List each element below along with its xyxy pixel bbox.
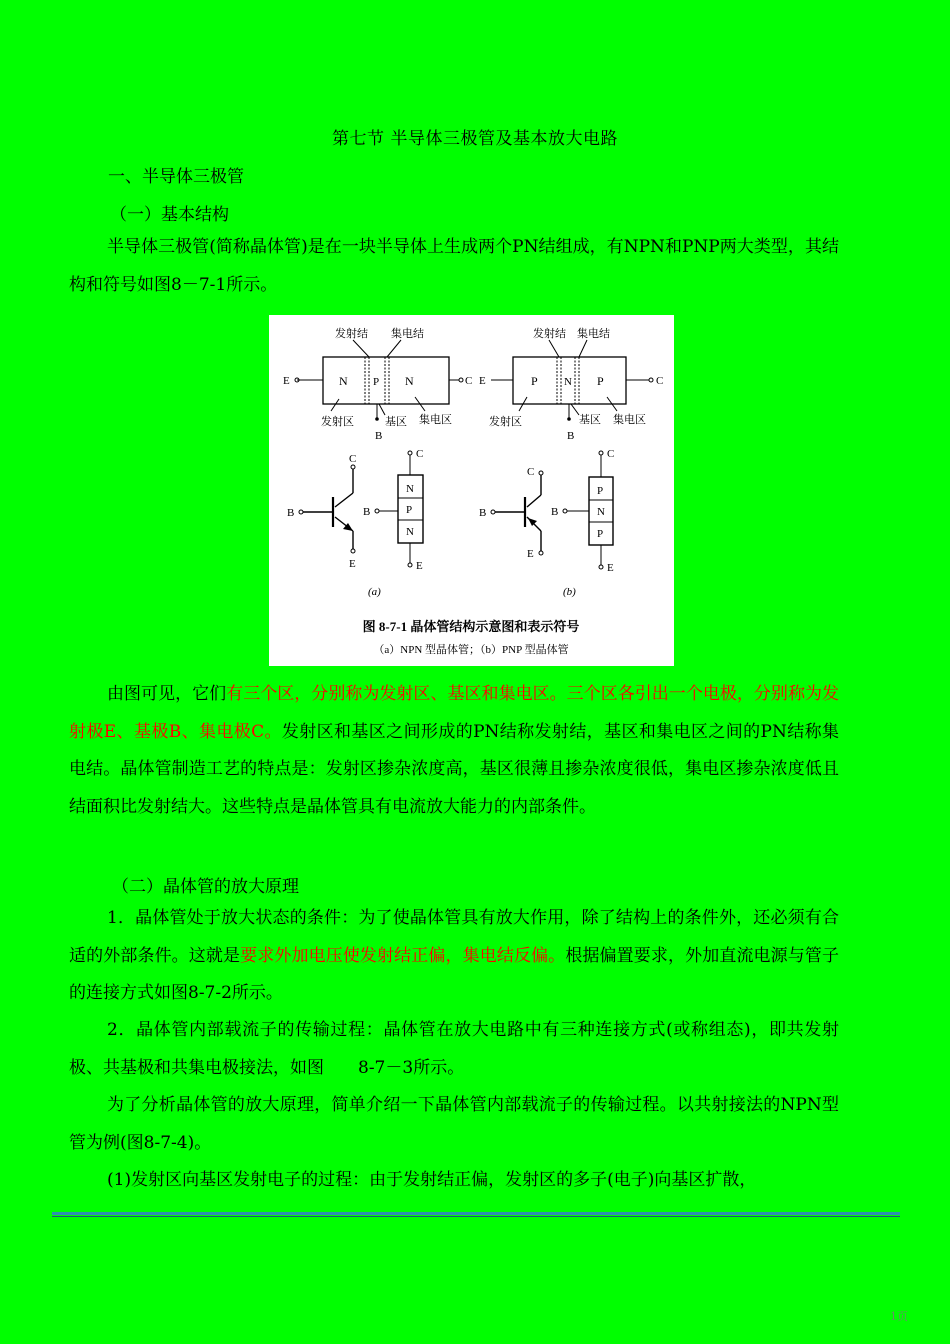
npn-symbol-b-label: B bbox=[287, 507, 295, 519]
subsection-heading: （一）基本结构 bbox=[110, 205, 229, 225]
highlighted-text: 有三个区，分别称为发射区、基区和集电区。三个区各引出一个电极，分别称为发射极E、基极B、集电极C。 bbox=[69, 684, 840, 742]
paragraph-carrier-transport: 2．晶体管内部载流子的传输过程：晶体管在放大电路中有三种连接方式(或称组态)，即共发射极、共基极和共集电极接法，如图 8-7－3所示。 bbox=[69, 1020, 839, 1078]
npn-stack-c-label: C bbox=[416, 448, 424, 460]
npn-emitter-region-label: 发射区 bbox=[321, 416, 354, 428]
npn-symbol-e-label: E bbox=[349, 558, 356, 570]
pnp-base-region-label: 基区 bbox=[579, 414, 601, 426]
page-number: 1页 bbox=[890, 1310, 908, 1323]
paragraph-amplification-condition bbox=[69, 900, 839, 1013]
highlighted-text: 要求外加电压使发射结正偏，集电结反偏。 bbox=[240, 945, 566, 966]
npn-stack-top: N bbox=[406, 483, 414, 495]
npn-region-left: N bbox=[339, 374, 348, 388]
paragraph-text: 发射区和基区之间形成的PN结称发射结，基区和集电区之间的PN结称集电结。晶体管制造工艺的特点是：发射区掺杂浓度高，基区很薄且掺杂浓度很低，集电区掺杂浓度低且结面积比发射结大。这些特点是晶体管具有电流放大能力的内部条件。 bbox=[69, 721, 839, 817]
paragraph-intro: 半导体三极管(简称晶体管)是在一块半导体上生成两个PN结组成，有NPN和PNP两大类型，其结构和符号如图8－7-1所示。 bbox=[69, 237, 839, 295]
pnp-symbol-e-label: E bbox=[527, 548, 534, 560]
npn-stack-bot: N bbox=[406, 526, 414, 538]
pnp-collector-junction-label: 集电结 bbox=[577, 328, 610, 340]
npn-stack-mid: P bbox=[406, 504, 413, 516]
npn-terminal-b: B bbox=[375, 430, 383, 442]
npn-layer-stack bbox=[363, 448, 423, 572]
npn-emitter-junction-label: 发射结 bbox=[335, 328, 368, 340]
pnp-stack-bot: P bbox=[597, 528, 604, 540]
pnp-collector-region-label: 集电区 bbox=[613, 414, 646, 426]
paragraph-analysis-intro: 为了分析晶体管的放大原理，简单介绍一下晶体管内部载流子的传输过程。以共射接法的NPN型管为例(图8-7-4)。 bbox=[69, 1095, 839, 1153]
paragraph-emission-process: (1)发射区向基区发射电子的过程：由于发射结正偏，发射区的多子(电子)向基区扩散， bbox=[107, 1170, 757, 1190]
pnp-emitter-region-label: 发射区 bbox=[489, 416, 522, 428]
paragraph-text: 1．晶体管处于放大状态的条件：为了使晶体管具有放大作用，除了结构上的条件外，还必须有合适的外部条件。这就是 bbox=[69, 908, 839, 966]
pnp-terminal-c: C bbox=[656, 375, 664, 387]
subsection-heading: （二）晶体管的放大原理 bbox=[112, 877, 299, 897]
section-heading: 一、半导体三极管 bbox=[108, 167, 244, 187]
npn-stack-e-label: E bbox=[416, 560, 423, 572]
figure-caption-title: 图 8-7-1 晶体管结构示意图和表示符号 bbox=[362, 619, 580, 634]
npn-region-mid: P bbox=[373, 376, 380, 388]
paragraph-text: 根据偏置要求，外加直流电源与管子的连接方式如图8-7-2所示。 bbox=[69, 945, 840, 1003]
pnp-transistor-symbol bbox=[479, 466, 543, 560]
paragraph-text: 由图可见，它们 bbox=[107, 684, 227, 704]
paragraph-structure-explanation bbox=[69, 676, 839, 826]
npn-terminal-e: E bbox=[283, 375, 290, 387]
npn-symbol-c-label: C bbox=[349, 453, 357, 465]
pnp-terminal-e: E bbox=[479, 375, 486, 387]
npn-collector-junction-label: 集电结 bbox=[391, 328, 424, 340]
npn-collector-region-label: 集电区 bbox=[419, 414, 452, 426]
page-title: 第七节 半导体三极管及基本放大电路 bbox=[332, 129, 618, 149]
figure-transistor-structure bbox=[269, 315, 674, 666]
pnp-stack-mid: N bbox=[597, 506, 605, 518]
pnp-emitter-junction-label: 发射结 bbox=[533, 328, 566, 340]
pnp-layer-stack bbox=[551, 448, 614, 574]
pnp-stack-e-label: E bbox=[607, 562, 614, 574]
pnp-stack-c-label: C bbox=[607, 448, 615, 460]
npn-region-right: N bbox=[405, 374, 414, 388]
footer-divider-thin bbox=[52, 1216, 900, 1217]
subfigure-a-caption: (a) bbox=[368, 586, 381, 598]
footer-divider bbox=[52, 1212, 900, 1215]
pnp-region-left: P bbox=[531, 374, 538, 388]
pnp-symbol-c-label: C bbox=[527, 466, 535, 478]
figure-caption-subtitle: （a）NPN 型晶体管；（b）PNP 型晶体管 bbox=[373, 644, 569, 656]
subfigure-b-caption: (b) bbox=[563, 586, 576, 598]
pnp-terminal-b: B bbox=[567, 430, 575, 442]
pnp-region-right: P bbox=[597, 374, 604, 388]
pnp-region-mid: N bbox=[564, 376, 572, 388]
pnp-stack-top: P bbox=[597, 485, 604, 497]
npn-structure-diagram bbox=[283, 326, 472, 442]
npn-stack-b-label: B bbox=[363, 506, 371, 518]
pnp-stack-b-label: B bbox=[551, 506, 559, 518]
pnp-symbol-b-label: B bbox=[479, 507, 487, 519]
pnp-structure-diagram bbox=[479, 326, 663, 442]
npn-terminal-c: C bbox=[465, 375, 473, 387]
npn-transistor-symbol bbox=[287, 453, 356, 570]
npn-base-region-label: 基区 bbox=[385, 416, 407, 428]
